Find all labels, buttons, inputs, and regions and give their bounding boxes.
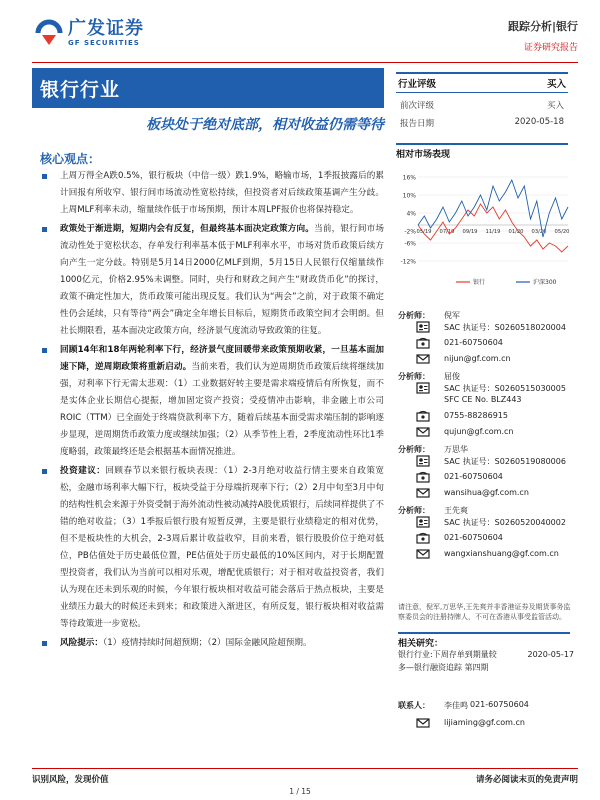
analyst-sfc: SFC CE No. BLZ443 — [444, 395, 522, 404]
bullet-text: （1）疫情持续时间超预期；（2）国际金融风险超预期。 — [102, 638, 312, 648]
chart-x-tick-label: 11/19 — [485, 229, 501, 235]
related-item-text: 多—银行融资追踪 第四期 — [398, 663, 489, 672]
bullet-text: 上周万得全A跌0.5%，银行板块（中信一级）跌1.9%，略输市场，1季报披露后的累计回报有所收窄、银行间市场流动性宽松持续，但投资者对后续政策基调产生分歧。上周MLF利率未动，缩量续作低于市场预期，预计本周LPF报价也将保持稳定。 — [60, 171, 384, 215]
chart-x-tick-label: 07/19 — [439, 229, 455, 235]
analyst-email[interactable]: wansihua@gf.com.cn — [444, 488, 529, 497]
id-card-icon — [416, 455, 430, 467]
related-item[interactable] — [398, 648, 574, 661]
analyst-role: 分析师： — [398, 445, 430, 454]
prev-rating-value: 买入 — [546, 101, 564, 111]
bullet-square-icon — [42, 348, 47, 353]
core-bullet — [38, 342, 384, 461]
gf-logo — [34, 18, 144, 48]
chart-x-tick-label: 05/19 — [416, 229, 432, 235]
chart-y-tick-label: 10% — [402, 192, 416, 200]
chart-y-tick-label: -6% — [404, 240, 416, 248]
chart-y-tick-label: 16% — [402, 174, 416, 182]
related-item-text: 银行行业:下周存单到期量较 — [398, 650, 497, 659]
analyst-name: 万思华 — [444, 445, 468, 454]
analyst-name: 倪军 — [444, 311, 460, 320]
bullet-square-icon — [42, 469, 47, 474]
footer-disclaimer-link: 请务必阅读末页的免责声明 — [475, 775, 578, 785]
bullet-bold: 投资建议： — [60, 466, 106, 476]
contact-email[interactable]: lijiaming@gf.com.cn — [444, 718, 525, 727]
contact-name: 李佳鸣 — [444, 701, 468, 710]
analyst-sac: SAC 执证号：S0260515030005 — [444, 384, 566, 393]
analyst-email[interactable]: qujun@gf.com.cn — [444, 427, 514, 436]
analyst-phone: 021-60750604 — [444, 472, 503, 481]
bullet-bold: 回顾14年和18年两轮利率下行，经济景气度回暖带来政策预期收紧，一旦基本面加速下降，逆周期政策将重新启动。 — [60, 345, 384, 372]
bullet-text: 当前来看，我们认为逆周期货币政策后续将继续加强，对利率下行无需太悲观：（1）工业数据好转主要是需求端疫情后有所恢复，而不是实体企业长期信心提振，增加固定资产投资；受疫情冲击影响，非金融上市公司ROIC（TTM）已全面处于终端贷款利率下方，随着后续基本面受需求端压制的影响逐步显现，逆周期货币政策力度或继续加强；（2）从季节性上看，2季度流动性环比1季度略弱，政策最终还是会根据基本面情况推进。 — [60, 362, 384, 457]
id-card-icon — [416, 382, 430, 394]
bullet-square-icon — [42, 641, 47, 646]
core-bullet — [38, 635, 384, 652]
chart-x-tick-label: 03/20 — [531, 229, 547, 235]
footer-slogan: 识别风险，发现价值 — [32, 775, 109, 785]
related-item-date: 2020-05-17 — [527, 650, 574, 659]
logo-cn-text: 广发证券 — [68, 17, 144, 39]
core-views-title: 核心观点： — [40, 152, 101, 166]
analyst-sac: SAC 执证号：S0260519080006 — [444, 457, 566, 466]
analyst-role: 分析师： — [398, 372, 430, 381]
analyst-sac: SAC 执证号：S0260520040002 — [444, 518, 566, 527]
prev-rating-label: 前次评级 — [400, 101, 435, 111]
header-divider — [32, 62, 578, 63]
chart-x-tick-label: 09/19 — [462, 229, 478, 235]
core-views-list — [38, 168, 384, 654]
report-date-label: 报告日期 — [400, 119, 435, 129]
sector-title: 银行行业 — [40, 79, 121, 101]
bullet-square-icon — [42, 227, 47, 232]
related-item[interactable] — [398, 661, 574, 674]
email-icon — [416, 548, 430, 560]
analyst-name: 屈俊 — [444, 372, 460, 381]
chart-legend-label: 银行 — [473, 279, 486, 286]
report-type: 跟踪分析|银行 — [507, 20, 578, 33]
phone-icon — [416, 337, 430, 349]
core-bullet — [38, 463, 384, 633]
rating-value: 买入 — [546, 79, 566, 90]
chart-legend-label: 沪深300 — [533, 279, 557, 286]
footer-divider — [32, 768, 578, 769]
contact-phone: 021-60750604 — [470, 700, 529, 709]
sector-banner — [32, 68, 384, 108]
bullet-bold: 政策处于渐进期，短期内会有反复，但最终基本面决定政策方向。 — [60, 224, 315, 234]
related-research-title: 相关研究： — [398, 632, 570, 649]
page-number: 1 / 15 — [289, 787, 311, 796]
bullet-text: 当前，银行间市场流动性处于宽松状态，存单发行利率基本低于MLF利率水平，市场对货币政策后续方向产生一定分歧。特别是5月14日2000亿MLF到期，5月15日人民银行仅缩量续作1000亿元，价格2.95%未调整。同时，央行和财政之间产生“财政货币化”的探讨，政策不确定性加大，货币政策可能出现反复。我们认为“两会”之前，对于政策不确定性仍会延续，只有等待“两会”确定全年增长目标后，短期货币政策空间才会明朗。但社长期限看，基本面决定政策方向，经济景气度流动导致政策的往复。 — [60, 224, 384, 336]
analyst-block — [398, 371, 574, 439]
relative-performance-chart — [396, 168, 572, 292]
analyst-email[interactable]: wangxianshuang@gf.com.cn — [444, 549, 559, 558]
report-subtitle: 板块处于绝对底部，相对收益仍需等待 — [146, 117, 384, 133]
analyst-phone: 021-60750604 — [444, 338, 503, 347]
market-performance-title: 相对市场表现 — [396, 143, 568, 160]
chart-y-tick-label: 4% — [406, 210, 416, 218]
analyst-email[interactable]: nijun@gf.com.cn — [444, 354, 511, 363]
email-icon — [416, 717, 430, 729]
analyst-list — [398, 310, 574, 566]
analyst-phone: 0755-88286915 — [444, 411, 508, 420]
chart-x-tick-label: 05/20 — [554, 229, 570, 235]
email-icon — [416, 353, 430, 365]
id-card-icon — [416, 321, 430, 333]
email-icon — [416, 487, 430, 499]
chart-y-tick-label: -12% — [400, 258, 416, 266]
chart-svg — [396, 168, 572, 292]
analyst-name: 王先爽 — [444, 506, 468, 515]
phone-icon — [416, 410, 430, 422]
id-card-icon — [416, 516, 430, 528]
phone-icon — [416, 471, 430, 483]
analyst-block — [398, 310, 574, 366]
email-icon — [416, 426, 430, 438]
related-research-list — [398, 648, 574, 674]
logo-en-text: GF SECURITIES — [68, 38, 140, 47]
phone-icon — [416, 532, 430, 544]
disclaimer-text: 请注意，倪军,万思华,王先爽并非香港证券及期货事务监察委员会的注册持牌人，不可在香港从事受监管活动。 — [398, 603, 571, 621]
rating-label: 行业评级 — [398, 79, 437, 90]
rating-box — [396, 72, 568, 129]
report-sub: 证券研究报告 — [523, 43, 578, 53]
core-bullet — [38, 168, 384, 219]
analyst-block — [398, 444, 574, 500]
analyst-role: 分析师： — [398, 311, 430, 320]
bullet-text: 回顾春节以来银行板块表现：（1）2-3月绝对收益行情主要来自政策宽松，金融市场利率大幅下行，板块受益于分母端折现率下行；（2）2月中旬至3月中旬的结构性机会来源于外资受制于海外流动性被动减持A股优质银行，后续同样提供了不错的绝对收益；（3）1季报后银行股有短暂反弹，主要是银行业绩稳定的相对优势，但不是板块性的大机会，2-3周后累计收益收窄，目前来看，银行股股价位于绝对低位，PB估值处于历史最低位置，PE估值处于历史最低的10%区间内，对于长期配置型投资者，我们认为当前可以相对乐观，增配优质银行；对于相对收益投资者，我们认为现在还未到乐观的时候，今年银行板块相对收益可能会落后于热点板块，主要是业绩压力最大的时候还未到来；和政策进入渐进区，有所反复，银行板块相对收益需等待政策进一步宽松。 — [60, 466, 384, 629]
bullet-square-icon — [42, 174, 47, 179]
analyst-phone: 021-60750604 — [444, 533, 503, 542]
bullet-bold: 风险提示： — [60, 638, 103, 648]
chart-x-tick-label: 01/20 — [508, 229, 524, 235]
analyst-sac: SAC 执证号：S0260518020004 — [444, 323, 566, 332]
analyst-block — [398, 505, 574, 561]
analyst-role: 分析师： — [398, 506, 430, 515]
gf-logo-icon — [34, 18, 64, 48]
page-header — [0, 0, 600, 62]
contact-role: 联系人： — [398, 701, 430, 710]
core-bullet — [38, 221, 384, 340]
contact-block — [398, 700, 574, 730]
report-date-value: 2020-05-18 — [514, 117, 564, 127]
chart-y-tick-label: -2% — [404, 228, 416, 236]
